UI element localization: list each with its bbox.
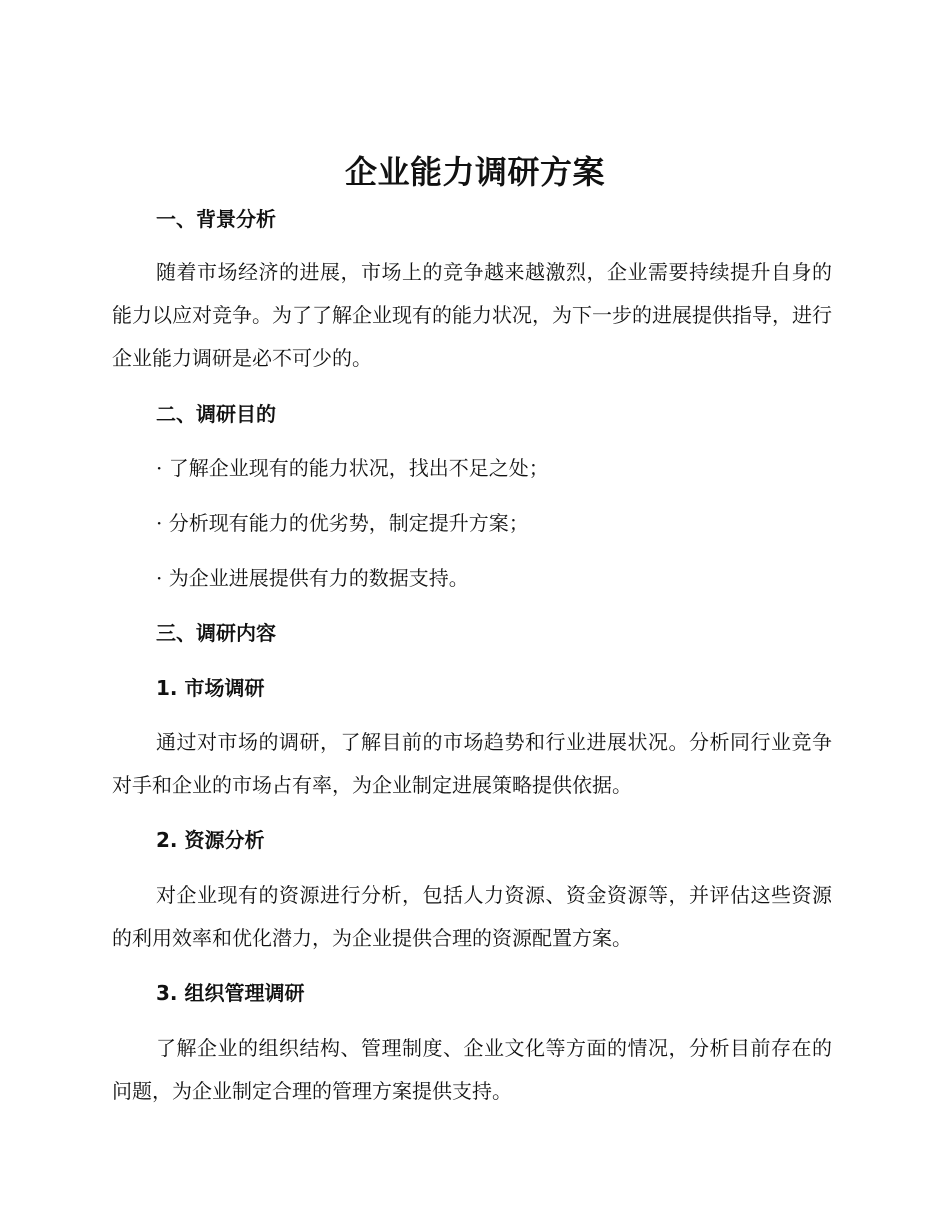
paragraph-market-research: 通过对市场的调研，了解目前的市场趋势和行业进展状况。分析同行业竞争对手和企业的市场占有率，为企业制定进展策略提供依据。: [112, 730, 832, 797]
section-heading-background: 一、背景分析: [156, 207, 276, 231]
document-title: 企业能力调研方案: [344, 153, 605, 191]
subsection-heading-market-research: 1. 市场调研: [156, 676, 265, 700]
subsection-heading-organization-management: 3. 组织管理调研: [156, 981, 305, 1005]
paragraph-background: 随着市场经济的进展，市场上的竞争越来越激烈，企业需要持续提升自身的能力以应对竞争。为了了解企业现有的能力状况，为下一步的进展提供指导，进行企业能力调研是必不可少的。: [112, 260, 832, 370]
paragraph-resource-analysis: 对企业现有的资源进行分析，包括人力资源、资金资源等，并评估这些资源的利用效率和优化潜力，为企业提供合理的资源配置方案。: [112, 883, 832, 950]
subsection-heading-resource-analysis: 2. 资源分析: [156, 828, 265, 852]
paragraph-organization-management: 了解企业的组织结构、管理制度、企业文化等方面的情况，分析目前存在的问题，为企业制定合理的管理方案提供支持。: [112, 1036, 832, 1103]
list-item: · 为企业进展提供有力的数据支持。: [156, 566, 469, 590]
section-heading-content: 三、调研内容: [156, 621, 276, 645]
section-heading-purpose: 二、调研目的: [156, 402, 276, 426]
list-item: · 分析现有能力的优劣势，制定提升方案；: [156, 511, 529, 535]
list-item: · 了解企业现有的能力状况，找出不足之处；: [156, 456, 549, 480]
